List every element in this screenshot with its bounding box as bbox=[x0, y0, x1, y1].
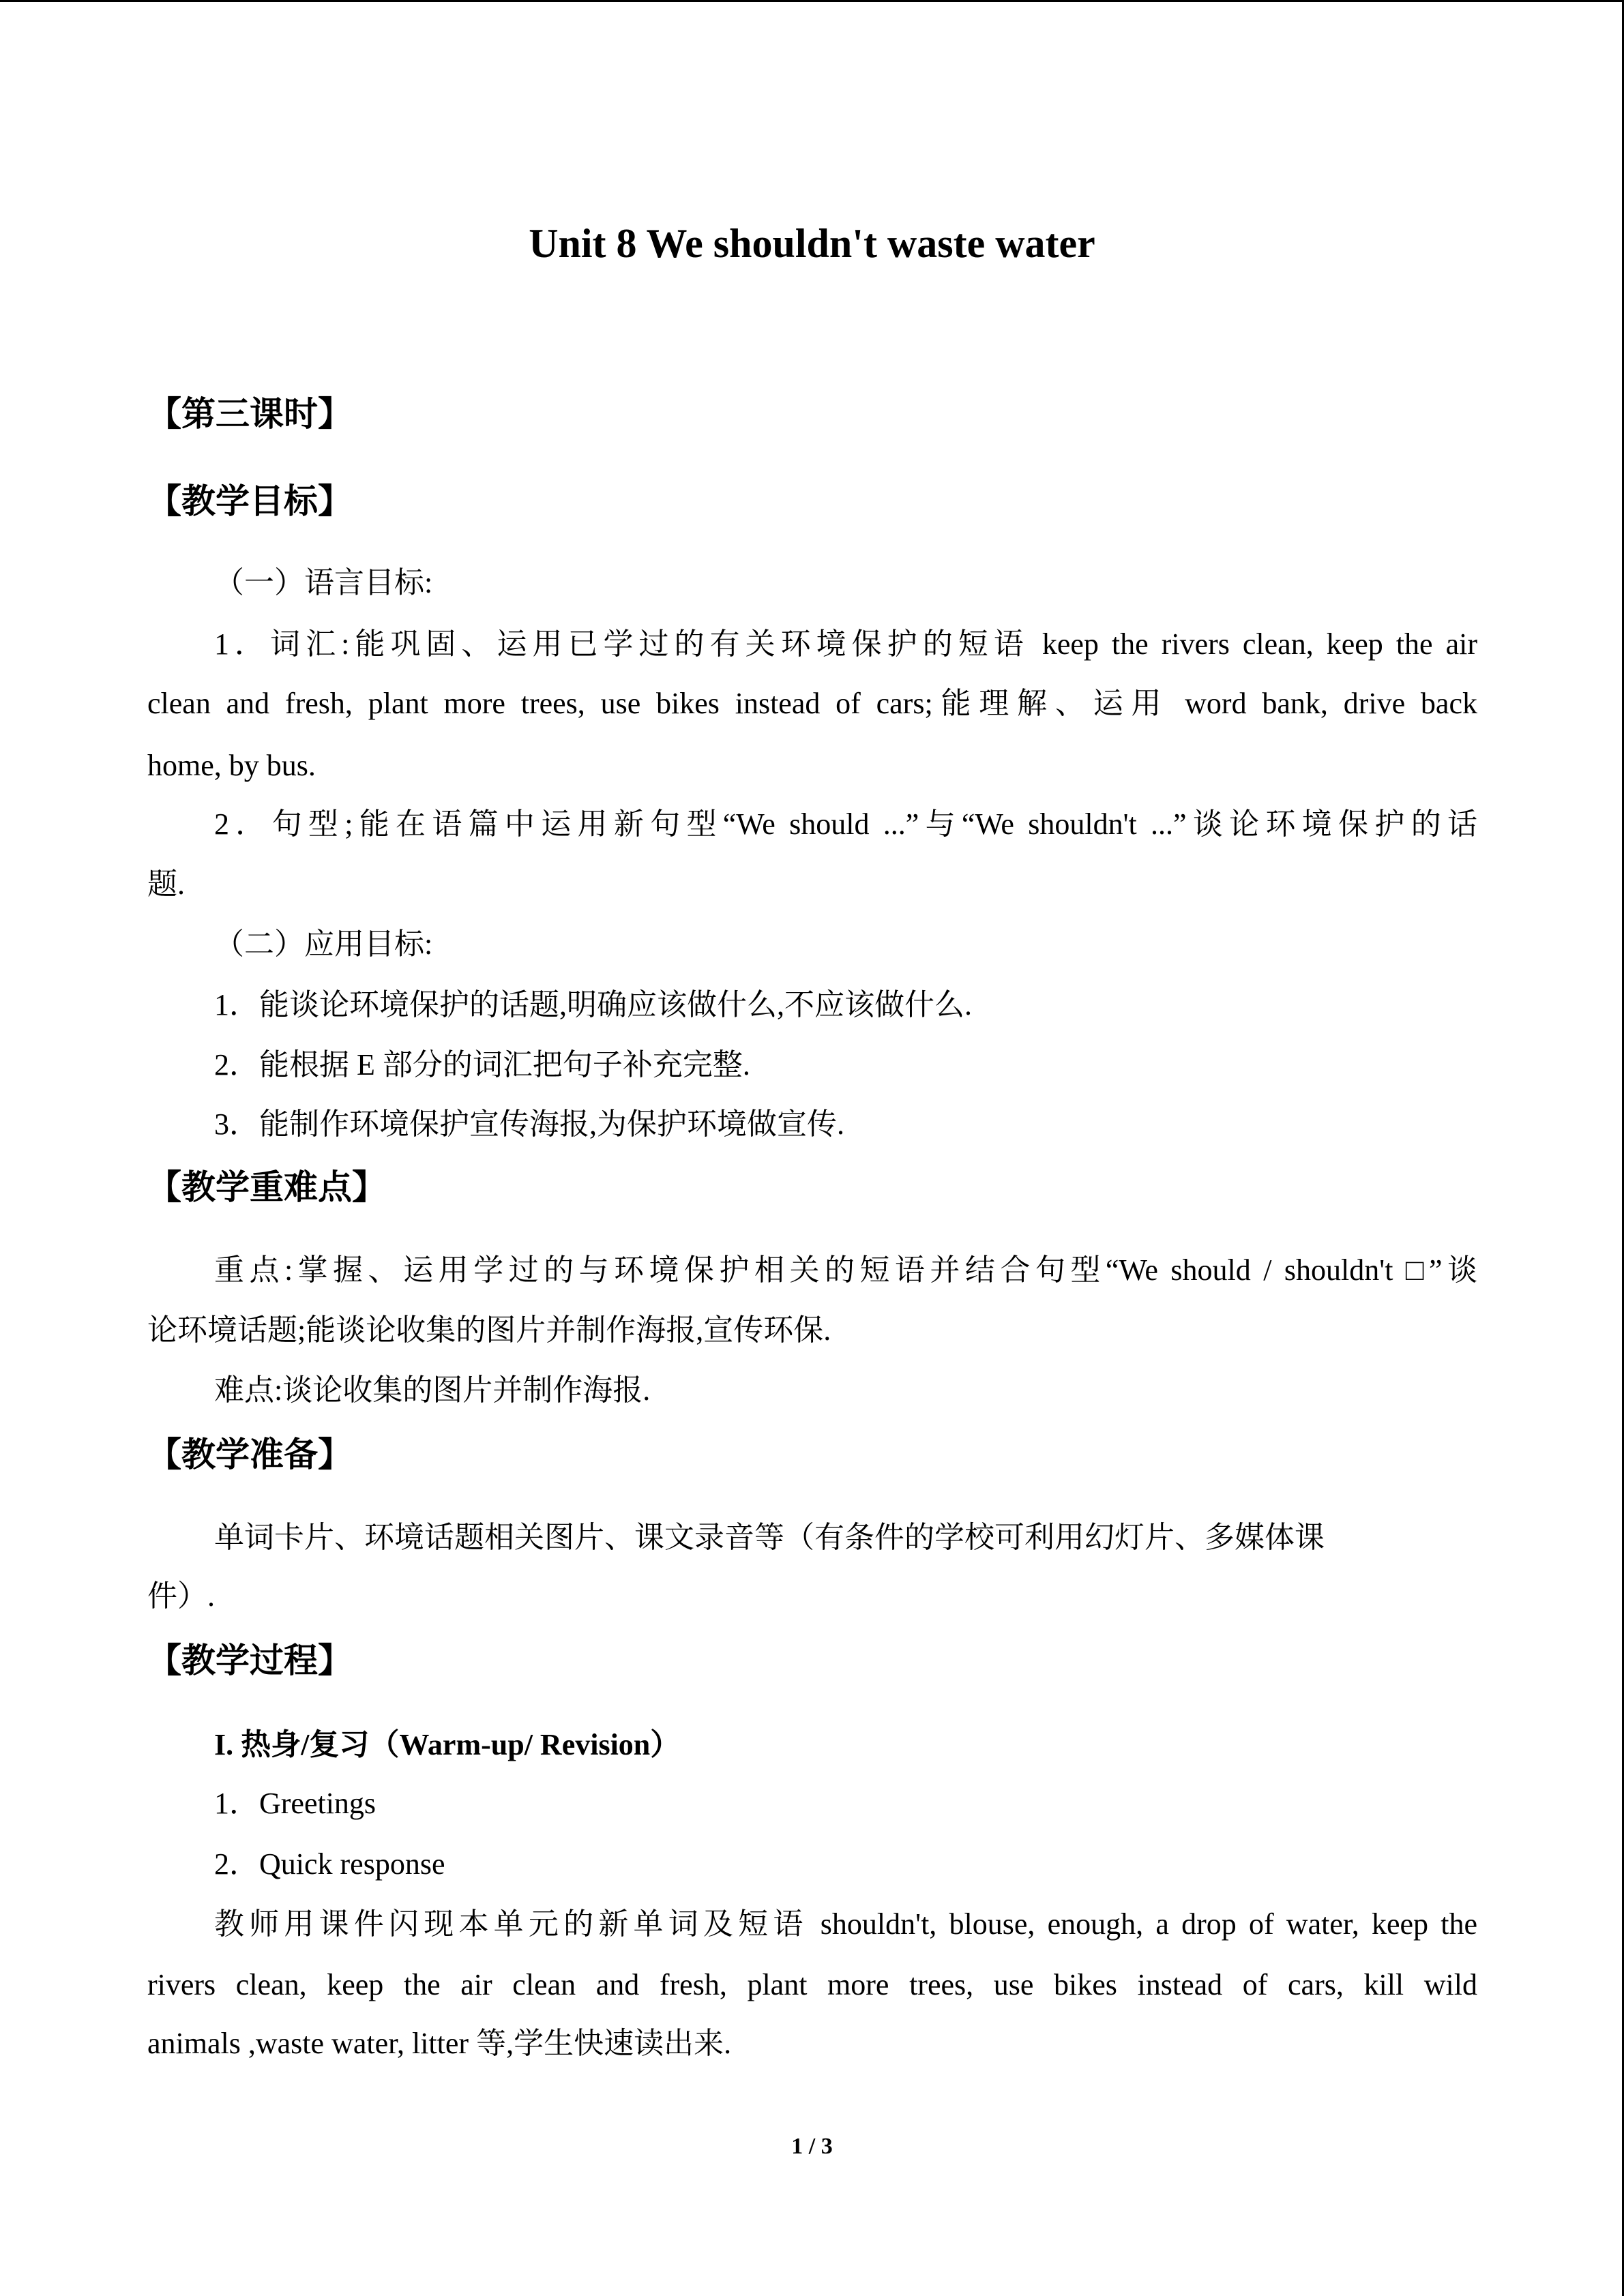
heading-process: 【教学过程】 bbox=[147, 1641, 352, 1680]
focus-line-1: 重点:掌握、运用学过的与环境保护相关的短语并结合句型“We should / shouldn't □”谈 bbox=[214, 1253, 1477, 1287]
focus-line-2: 论环境话题;能谈论收集的图片并制作海报,宣传环保. bbox=[147, 1313, 831, 1347]
vocab-line-2: clean and fresh, plant more trees, use bikes instead of cars;能理解、运用 word bank, drive back bbox=[147, 687, 1477, 720]
process-item-1: 1．Greetings bbox=[214, 1787, 377, 1820]
preparation-line-2: 件）. bbox=[147, 1579, 215, 1613]
pattern-line-2: 题. bbox=[147, 867, 185, 901]
process-paragraph-line-3: animals ,waste water, litter 等,学生快速读出来. bbox=[147, 2027, 732, 2060]
heading-objectives: 【教学目标】 bbox=[147, 481, 352, 521]
page-title: Unit 8 We shouldn't waste water bbox=[529, 221, 1095, 266]
language-objective-label: （一）语言目标: bbox=[214, 566, 433, 599]
difficulty-line: 难点:谈论收集的图片并制作海报. bbox=[214, 1373, 651, 1407]
application-item-1: 1．能谈论环境保护的话题,明确应该做什么,不应该做什么. bbox=[214, 988, 972, 1022]
page-number: 1 / 3 bbox=[791, 2134, 833, 2159]
vocab-line-3: home, by bus. bbox=[147, 749, 316, 782]
heading-lesson: 【第三课时】 bbox=[147, 394, 352, 434]
application-item-3: 3．能制作环境保护宣传海报,为保护环境做宣传. bbox=[214, 1107, 844, 1141]
pattern-line-1: 2．句型;能在语篇中运用新句型“We should ...”与“We shouldn't ...”谈论环境保护的话 bbox=[214, 807, 1477, 841]
vocab-line-1: 1．词汇:能巩固、运用已学过的有关环境保护的短语 keep the rivers clean, keep the air bbox=[214, 627, 1477, 661]
process-item-2: 2．Quick response bbox=[214, 1847, 445, 1881]
process-paragraph-line-1: 教师用课件闪现本单元的新单词及短语 shouldn't, blouse, enough, a drop of water, keep the bbox=[214, 1907, 1477, 1941]
process-paragraph-line-2: rivers clean, keep the air clean and fresh, plant more trees, use bikes instead of cars, kill wild bbox=[147, 1968, 1477, 2001]
heading-key-points: 【教学重难点】 bbox=[147, 1167, 386, 1207]
heading-preparation: 【教学准备】 bbox=[147, 1435, 352, 1474]
application-item-2: 2．能根据 E 部分的词汇把句子补充完整. bbox=[214, 1048, 750, 1082]
application-objective-label: （二）应用目标: bbox=[214, 927, 433, 961]
process-section-1-title: I. 热身/复习（Warm-up/ Revision） bbox=[214, 1728, 681, 1761]
preparation-line-1: 单词卡片、环境话题相关图片、课文录音等（有条件的学校可利用幻灯片、多媒体课 bbox=[214, 1521, 1325, 1554]
